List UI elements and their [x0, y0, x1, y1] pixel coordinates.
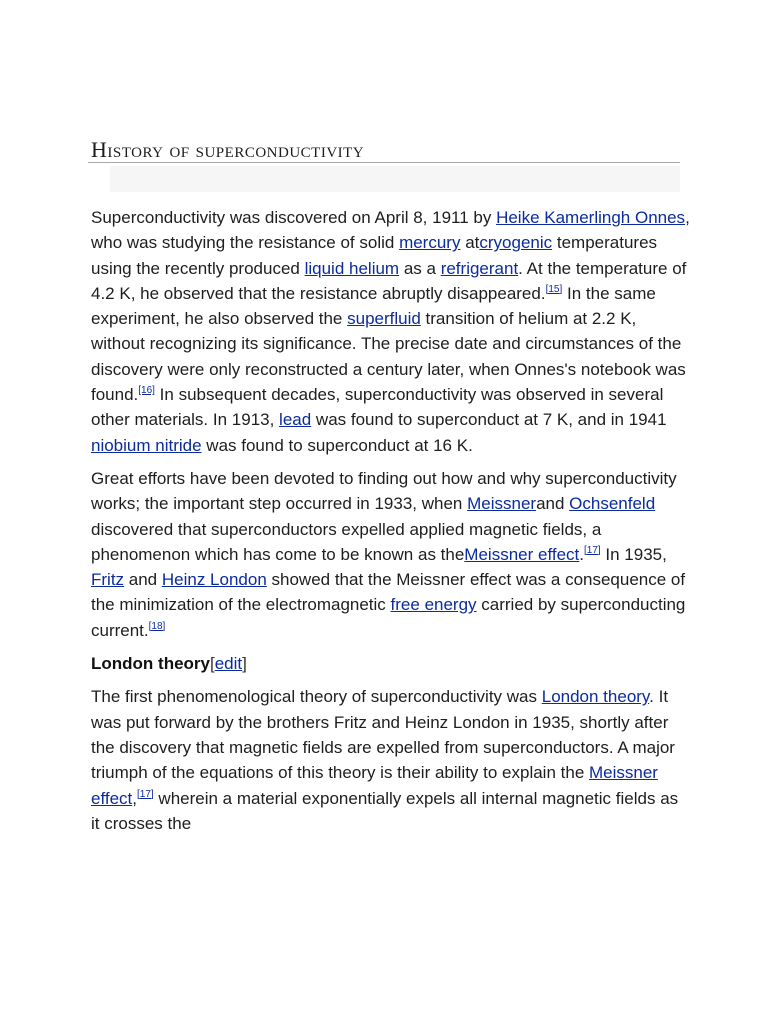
edit-bracket-open: [	[209, 654, 215, 674]
text: In 1935,	[600, 544, 667, 564]
link-liquid-helium[interactable]: liquid helium	[304, 258, 400, 278]
text: showed that the Meissner effect was a consequence of the minimization of the electromagnetic	[91, 570, 686, 615]
link-niobium-nitride[interactable]: niobium nitride	[91, 435, 202, 455]
link-superfluid[interactable]: superfluid	[347, 309, 421, 329]
text: In the same experiment, he also observed the	[91, 283, 656, 329]
text: . At the temperature of 4.2 K, he observed that the resistance abruptly disappeared.	[91, 258, 687, 303]
heading-divider	[88, 162, 680, 163]
link-mercury[interactable]: mercury	[399, 233, 461, 253]
text: and	[124, 570, 162, 590]
text: as a	[399, 258, 441, 278]
subheading-title: London theory	[91, 654, 210, 674]
paragraph-discovery	[91, 205, 691, 458]
text: was found to superconduct at 16 K.	[201, 435, 473, 455]
text: carried by superconducting current.	[91, 595, 686, 640]
text: . It was put forward by the brothers Fritz and Heinz London in 1935, shortly after the discovery that magnetic fields are expelled from superconductors. A major triumph of the equations of this theory is their ability to explain the	[91, 687, 675, 783]
text: temperatures using the recently produced	[91, 233, 658, 278]
link-london-theory[interactable]: London theory	[541, 687, 650, 707]
link-cryogenic[interactable]: cryogenic	[479, 233, 553, 253]
citation-18[interactable]: [18]	[148, 620, 166, 632]
link-free-energy[interactable]: free energy	[390, 595, 477, 615]
link-lead[interactable]: lead	[279, 410, 312, 430]
text: discovered that superconductors expelled applied magnetic fields, a phenomenon which has come to be known as the	[91, 519, 602, 564]
edit-bracket-close: ]	[242, 654, 247, 674]
text: .	[579, 544, 584, 564]
link-meissner[interactable]: Meissner	[467, 494, 537, 514]
citation-17b[interactable]: [17]	[137, 788, 154, 800]
text: ,	[132, 788, 138, 808]
link-heinz-london[interactable]: Heinz London	[161, 570, 267, 590]
link-heike-kamerlingh-onnes[interactable]: Heike Kamerlingh Onnes	[496, 208, 686, 227]
text: , who was studying the resistance of solid	[91, 208, 690, 253]
link-ochsenfeld[interactable]: Ochsenfeld	[569, 494, 656, 514]
link-fritz[interactable]: Fritz	[91, 570, 125, 590]
text: was found to superconduct at 7 K, and in 1941	[311, 410, 667, 430]
paragraph-meissner	[91, 466, 691, 643]
subheading-london-theory	[91, 651, 691, 676]
citation-16[interactable]: [16]	[138, 385, 155, 397]
text: and	[536, 494, 570, 514]
link-refrigerant[interactable]: refrigerant	[440, 258, 519, 278]
section-heading: History of superconductivity	[91, 137, 365, 162]
article-body	[91, 205, 691, 844]
link-meissner-effect[interactable]: Meissner effect	[464, 544, 580, 564]
citation-17[interactable]: [17]	[584, 544, 601, 556]
text: at	[460, 233, 480, 253]
text: Superconductivity was discovered on April 8, 1911 by	[91, 208, 497, 227]
citation-15[interactable]: [15]	[545, 283, 563, 295]
text: In subsequent decades, superconductivity was observed in several other materials. In 1913,	[91, 385, 664, 430]
text: transition of helium at 2.2 K, without recognizing its significance. The precise date and circumstances of the discovery were only reconstructed a century later, when Onnes's notebook was found.	[91, 309, 686, 405]
link-meissner-effect-2[interactable]: Meissner effect	[91, 763, 658, 808]
text: wherein a material exponentially expels all internal magnetic fields as it crosses the	[91, 788, 679, 833]
edit-link[interactable]: edit	[214, 654, 243, 674]
text: The first phenomenological theory of superconductivity was	[91, 687, 542, 707]
text: Great efforts have been devoted to finding out how and why superconductivity works; the important step occurred in 1933, when	[91, 468, 677, 514]
paragraph-london-theory	[91, 684, 691, 836]
grey-band	[110, 166, 680, 192]
